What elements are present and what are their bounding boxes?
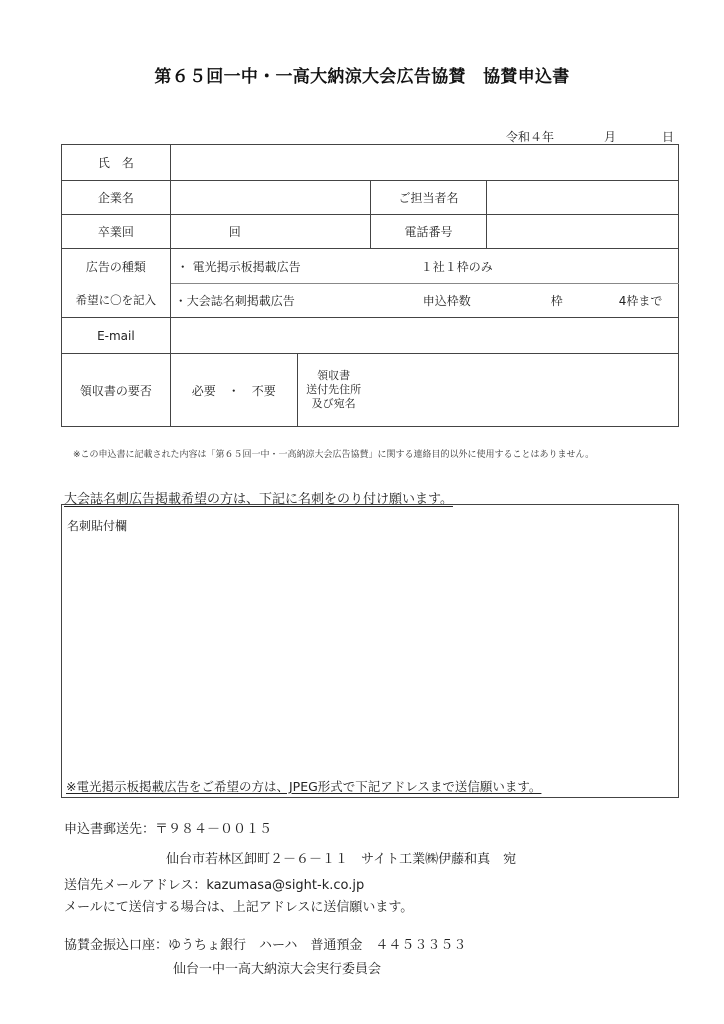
row-name bbox=[62, 145, 679, 181]
date-day: 日 bbox=[662, 130, 675, 144]
row-receipt bbox=[62, 354, 679, 427]
date-month: 月 bbox=[604, 130, 617, 144]
ad-option-2-label: ・大会誌名刺掲載広告 bbox=[174, 294, 295, 308]
mail-to-label: 申込書郵送先：〒９８４－００１５ bbox=[64, 822, 273, 837]
ad-type-label: 広告の種類 bbox=[62, 249, 171, 284]
company-label: 企業名 bbox=[62, 181, 171, 215]
phone-field[interactable] bbox=[487, 215, 679, 249]
ad-option-2-limit: 4枠まで bbox=[618, 294, 663, 308]
row-company bbox=[62, 181, 679, 215]
receipt-address-label-1: 領収書 bbox=[317, 369, 351, 382]
bank-account-line: 協賛金振込口座：ゆうちょ銀行 ハーハ 普通預金 ４４５３３５３ bbox=[64, 938, 467, 953]
ad-type-instruction: 希望に〇を記入 bbox=[62, 284, 171, 318]
email-note: メールにて送信する場合は、上記アドレスに送信願います。 bbox=[64, 900, 414, 915]
business-card-box-label: 名刺貼付欄 bbox=[67, 519, 128, 533]
row-email bbox=[62, 318, 679, 354]
receipt-label: 領収書の要否 bbox=[62, 354, 171, 427]
ad-option-1-note: １社１枠のみ bbox=[420, 259, 493, 274]
ad-option-1-label: ・ 電光掲示板掲載広告 bbox=[176, 259, 301, 274]
committee-name: 仙台一中一高大納涼大会実行委員会 bbox=[173, 962, 382, 977]
business-card-heading: 大会誌名刺広告掲載希望の方は、下記に名刺をのり付け願います。 bbox=[64, 492, 453, 507]
jpeg-submission-note: ※電光掲示板掲載広告をご希望の方は、JPEG形式で下記アドレスまで送信願います。 bbox=[66, 779, 542, 794]
name-field[interactable] bbox=[170, 145, 678, 181]
date-era-year: 令和４年 bbox=[506, 130, 555, 144]
email-address-line: 送信先メールアドレス：kazumasa@sight-k.co.jp bbox=[64, 878, 365, 893]
application-form-table bbox=[61, 144, 679, 427]
page-title: 第６５回一中・一高大納涼大会広告協賛 協賛申込書 bbox=[154, 67, 570, 87]
row-ad-type-2 bbox=[62, 284, 679, 318]
company-field[interactable] bbox=[170, 181, 370, 215]
email-label: E-mail bbox=[62, 318, 171, 354]
ad-option-2-count-label: 申込枠数 bbox=[422, 294, 471, 308]
contact-field[interactable] bbox=[487, 181, 679, 215]
graduation-field[interactable] bbox=[170, 215, 370, 249]
name-label: 氏 名 bbox=[62, 145, 171, 181]
receipt-options[interactable]: 必要 ・ 不要 bbox=[170, 354, 297, 427]
ad-option-2[interactable] bbox=[170, 284, 678, 318]
row-ad-type-1 bbox=[62, 249, 679, 284]
mail-to-address: 仙台市若林区卸町２－６－１１ サイト工業㈱伊藤和真 宛 bbox=[166, 852, 517, 867]
receipt-address-label-2: 送付先住所 bbox=[306, 383, 362, 396]
graduation-label: 卒業回 bbox=[62, 215, 171, 249]
ad-option-2-unit: 枠 bbox=[550, 294, 563, 308]
business-card-box[interactable] bbox=[61, 504, 679, 798]
ad-option-1[interactable] bbox=[170, 249, 678, 284]
contact-label: ご担当者名 bbox=[370, 181, 487, 215]
phone-label: 電話番号 bbox=[370, 215, 487, 249]
row-graduation bbox=[62, 215, 679, 249]
receipt-address-cell[interactable] bbox=[297, 354, 678, 427]
receipt-address-label-3: 及び宛名 bbox=[311, 397, 356, 410]
email-field[interactable] bbox=[170, 318, 678, 354]
privacy-note: ※この申込書に記載された内容は「第６５回一中・一高納涼大会広告協賛」に関する連絡目的以外に使用することはありません。 bbox=[73, 450, 595, 460]
graduation-unit: 回 bbox=[228, 225, 241, 239]
